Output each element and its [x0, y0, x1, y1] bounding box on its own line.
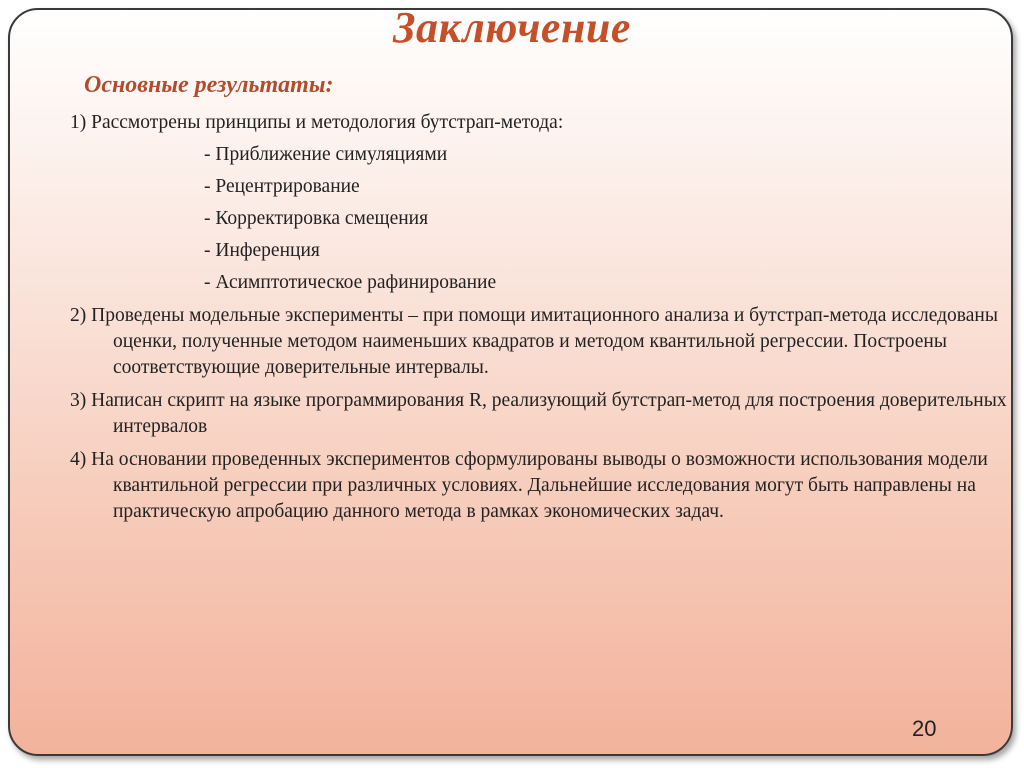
slide-content: [70, 110, 1010, 525]
result-item-3: 3) Написан скрипт на языке программирования R, реализующий бутстрап-метод для построения доверительных интервалов: [70, 390, 1007, 437]
page-number: 20: [912, 716, 937, 741]
result-item-4: 4) На основании проведенных экспериментов сформулированы выводы о возможности использования модели квантильной регрессии при различных условиях. Дальнейшие исследования могут быть направлены на практическую апробацию данного метода в рамках экономических задач.: [70, 449, 988, 522]
subitem: - Инференция: [204, 240, 320, 261]
result-item-2: 2) Проведены модельные эксперименты – при помощи имитационного анализа и бутстрап-метода исследованы оценки, полученные методом наименьших квадратов и методом квантильной регрессии. Построены соответствующие доверительные интервалы.: [70, 305, 998, 378]
result-item-1: 1) Рассмотрены принципы и методология бутстрап-метода:: [70, 112, 564, 133]
slide-subtitle: Основные результаты:: [84, 72, 334, 98]
result-subitems: [70, 142, 1010, 296]
subitem: - Асимптотическое рафинирование: [204, 272, 497, 293]
subitem: - Рецентрирование: [204, 176, 360, 197]
subitem: - Корректировка смещения: [204, 208, 429, 229]
slide-title: Заключение: [393, 3, 631, 52]
subitem: - Приближение симуляциями: [204, 144, 448, 165]
